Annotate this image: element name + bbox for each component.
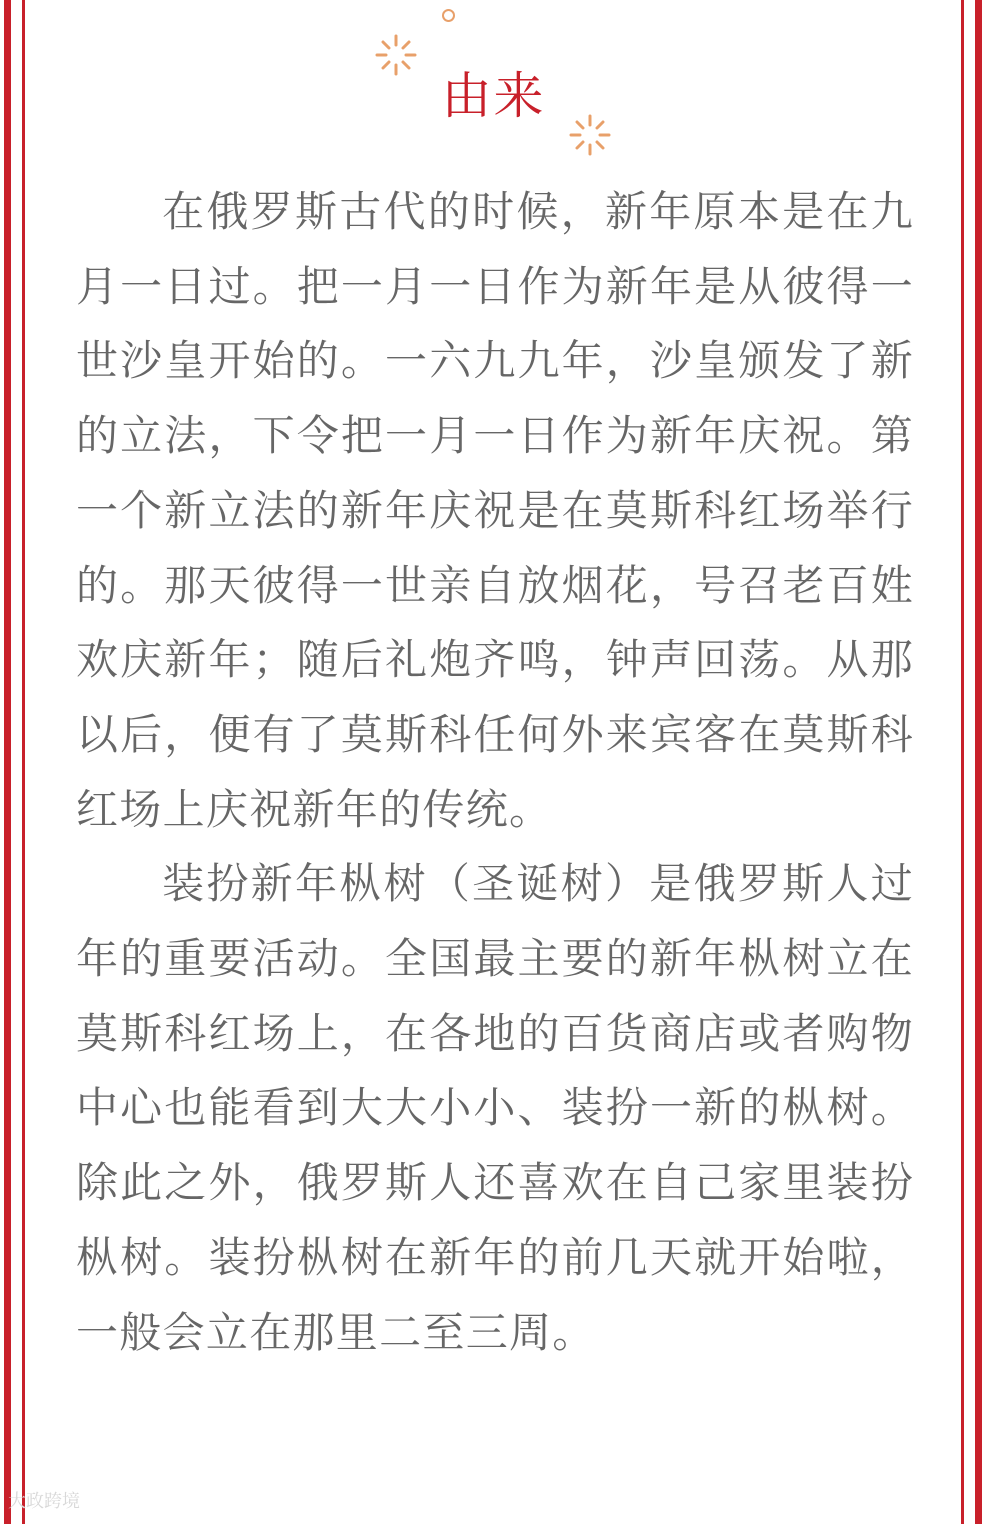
right-outer-border — [975, 0, 982, 1524]
left-inner-border — [22, 0, 25, 1524]
left-outer-border — [4, 0, 11, 1524]
article-body — [76, 175, 914, 1370]
ring-icon — [442, 9, 455, 22]
right-inner-border — [961, 0, 964, 1524]
watermark: 大政跨境 — [8, 1491, 80, 1512]
article-paragraph: 装扮新年枞树（圣诞树）是俄罗斯人过年的重要活动。全国最主要的新年枞树立在莫斯科红场上，在各地的百货商店或者购物中心也能看到大大小小、装扮一新的枞树。除此之外，俄罗斯人还喜欢在自己家里装扮枞树。装扮枞树在新年的前几天就开始啦，一般会立在那里二至三周。 — [76, 859, 914, 1357]
article-paragraph: 在俄罗斯古代的时候，新年原本是在九月一日过。把一月一日作为新年是从彼得一世沙皇开始的。一六九九年，沙皇颁发了新的立法，下令把一月一日作为新年庆祝。第一个新立法的新年庆祝是在莫斯科红场举行的。那天彼得一世亲自放烟花，号召老百姓欢庆新年；随后礼炮齐鸣，钟声回荡。从那以后，便有了莫斯科任何外来宾客在莫斯科红场上庆祝新年的传统。 — [76, 187, 914, 834]
section-title: 由来 — [441, 67, 546, 125]
